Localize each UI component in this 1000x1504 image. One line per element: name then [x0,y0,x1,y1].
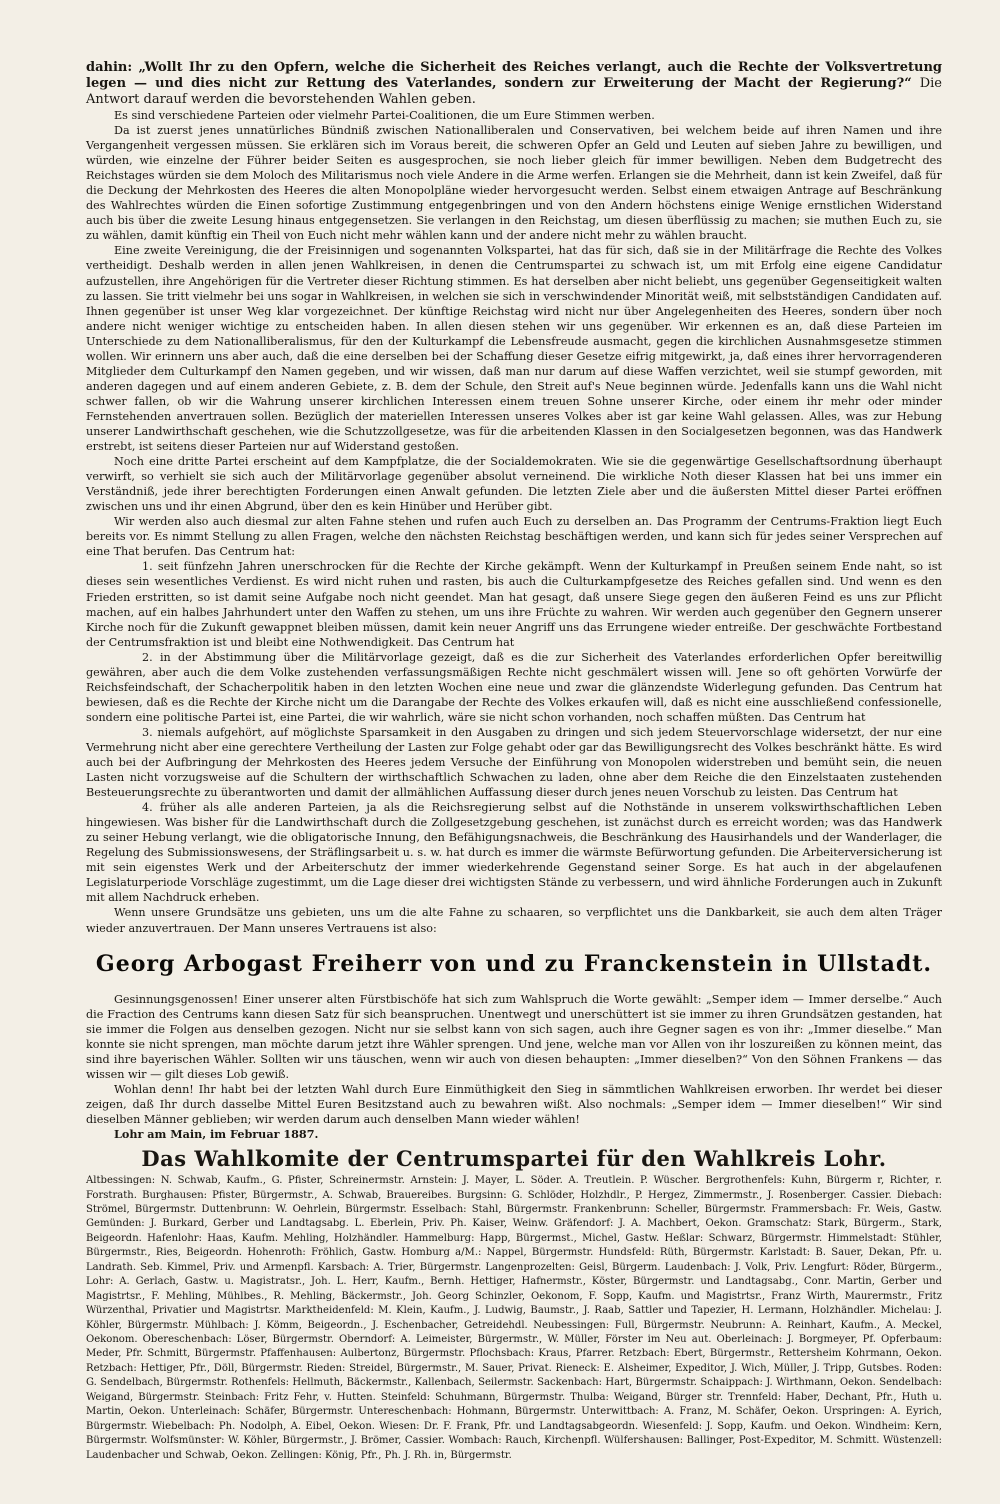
candidate-name: Georg Arbogast Freiherr von und zu Franckenstein in Ullstadt. [95,950,933,977]
closing-call: Wenn unsere Grundsätze uns gebieten, uns um die alte Fahne zu schaaren, so verpflichtet uns die Dankbarkeit, sie auch dem alten Träger wieder anzuvertrauen. Der Mann unseres Vertrauens ist also: [86,906,942,935]
paragraph-third-party: Noch eine dritte Partei erscheint auf dem Kampfplatze, die der Socialdemokraten. Wie sie die gegenwärtige Gesellschaftsordnung überhaupt verwirft, so verhielt sie sich auch der Militärvorlage gegenüber absolut verneinend. Die wirkliche Noth dieser Klassen hat bei uns immer ein Verständniß, jede ihrer berechtigten Forderungen einen Anwalt gefunden. Die letzten Ziele aber und die äußersten Mittel dieser Partei eröffnen zwischen uns und ihr einen Abgrund, über den es kein Hinüber und Herüber gibt. [86,455,942,514]
point-3: 3. niemals aufgehört, auf möglichste Sparsamkeit in den Ausgaben zu dringen und sich jedem Steuervorschlage widersetzt, der nur eine Vermehrung nicht aber eine gerechtere Vertheilung der Lasten zur Folge gehabt oder gar das Bewilligungsrecht des Volkes beschränkt hätte. Es wird auch bei der Aufbringung der Mehrkosten des Heeres jedem Versuche der Einführung von Monopolen widerstreben und bemüht sein, die neuen Lasten nicht vorzugsweise auf die Schultern der wirthschaftlich Schwachen zu laden, ohne aber dem Reiche die den Einzelstaaten zustehenden Besteuerungsrechte zu überantworten und damit der allmählichen Auffassung dieser durch jenes neuen Vorschub zu leisten. Das Centrum hat [86,725,942,800]
lead-tail: Die Antwort darauf werden die bevorstehenden Wahlen geben. [86,76,942,107]
committee-members-list: Altbessingen: N. Schwab, Kaufm., G. Pfister, Schreinermstr. Arnstein: J. Mayer, L. Söder. A. Treutlein. P. Wüscher. Bergrothenfels: Kuhn, Bürgerm r, Richter, r. Forstrath. Burghausen: Pfister, Bürgermstr., A. Schwab, Brauereibes. Burgsinn: G. Schlöder, Holzhdlr., P. Hergez, Zimmermstr., J. Rosenberger. Cassier. Diebach: Strömel, Bürgermstr. Duttenbrunn: W. Oehrlein, Bürgermstr. Esselbach: Stahl, Bürgermstr. Frankenbrunn: Scheller, Bürgermstr. Frammersbach: Fr. Weis, Gastw. Gemünden: J. Burkard, Gerber und Landtagsabg. L. Eberlein, Priv. Ph. Kaiser, Weinw. Gräfendorf: J. A. Machbert, Oekon. Gramschatz: Stark, Bürgerm., Stark, Beigeordn. Hafenlohr: Haas, Kaufm. Mehling, Holzhändler. Hammelburg: Happ, Bürgermst., Michel, Gastw. Heßlar: Schwarz, Bürgermstr. Himmelstadt: Stühler, Bürgermstr., Ries, Beigeordn. Hohenroth: Fröhlich, Gastw. Homburg a/M.: Nappel, Bürgermstr. Hundsfeld: Rüth, Bürgermstr. Karlstadt: B. Sauer, Dekan, Pfr. u. Landrath. Seb. Kimmel, Priv. und Armenpfl. Karsbach: A. Trier, Bürgermstr. Langenprozelten: Geisl, Bürgerm. Laudenbach: J. Volk, Priv. Lengfurt: Röder, Bürgerm., Lohr: A. Gerlach, Gastw. u. Magistratsr., Joh. L. Herr, Kaufm., Bernh. Hettiger, Hafnermstr., Köster, Bürgermstr. und Landtagsabg., Conr. Martin, Gerber und Magistrtsr., F. Mehling, Mühlbes., R. Mehling, Bäckermstr., Joh. Georg Schinzler, Oekonom, F. Sopp, Kaufm. und Magistrtsr., Franz Wirth, Maurermstr., Fritz Würzenthal, Privatier und Magistrtsr. Marktheidenfeld: M. Klein, Kaufm., J. Ludwig, Baumstr., J. Raab, Sattler und Tapezier, H. Lermann, Holzhändler. Michelau: J. Köhler, Bürgermstr. Mühlbach: J. Kömm, Beigeordn., J. Eschenbacher, Getreidehdl. Neubessingen: Full, Bürgermstr. Neubrunn: A. Reinhart, Kaufm., A. Meckel, Oekonom. Obereschenbach: Löser, Bürgermstr. Oberndorf: A. Leimeister, Bürgermstr., W. Müller, Förster im Neu aut. Oberleinach: J. Borgmeyer, Pf. Opferbaum: Meder, Pfr. Schmitt, Bürgermstr. Pfaffenhausen: Aulbertonz, Bürgermstr. Pflochsbach: Kraus, Pfarrer. Retzbach: Ebert, Bürgermstr., Rettersheim Kohrmann, Oekon. Retzbach: Hettiger, Pfr., Döll, Bürgermstr. Rieden: Streidel, Bürgermstr., M. Sauer, Privat. Rieneck: E. Alsheimer, Expeditor, J. Wich, Müller, J. Tripp, Gutsbes. Roden: G. Sendelbach, Bürgermstr. Rothenfels: Hellmuth, Bäckermstr., Kallenbach, Seilermstr. Sackenbach: Hart, Bürgermstr. Schaippach: J. Wirthmann, Oekon. Sendelbach: Weigand, Bürgermstr. Steinbach: Fritz Fehr, v. Hutten. Steinfeld: Schuhmann, Bürgermstr. Thulba: Weigand, Bürger str. Trennfeld: Haber, Dechant, Pfr., Huth u. Martin, Oekon. Unterleinach: Schäfer, Bürgermstr. Untereschenbach: Hohmann, Bürgermstr. Unterwittbach: A. Franz, M. Schäfer, Oekon. Urspringen: A. Eyrich, Bürgermstr. Wiebelbach: Ph. Nodolph, A. Eibel, Oekon. Wiesen: Dr. F. Frank, Pfr. und Landtagsabgeordn. Wiesenfeld: J. Sopp, Kaufm. und Oekon. Windheim: Kern, Bürgermstr. Wolfsmünster: W. Köhler, Bürgermstr., J. Brömer, Cassier. Wombach: Rauch, Kirchenpfl. Wülfershausen: Ballinger, Post-Expeditor, M. Schmitt. Wüstenzell: Laudenbacher und Schwab, Oekon. Zellingen: König, Pfr., Ph. J. Rh. in, Bürgermstr. [86,1175,942,1461]
point-1: 1. seit fünfzehn Jahren unerschrocken für die Rechte der Kirche gekämpft. Wenn der Kulturkampf in Preußen seinem Ende naht, so ist dieses sein wesentliches Verdienst. Es wird nicht ruhen und rasten, bis auch die Culturkampfgesetze des Reiches gefallen sind. Und wenn es den Frieden erstritten, so ist damit seine Aufgabe noch nicht geendet. Man hat gesagt, daß unsere Siege gegen den äußeren Feind es uns zur Pflicht machen, auf ein halbes Jahrhundert unter den Waffen zu stehen, um uns ihre Früchte zu wahren. Wir werden auch gegenüber den Gegnern unserer Kirche noch für die Zukunft gewappnet bleiben müssen, damit kein neuer Angriff uns das Errungene wieder entreiße. Der geschwächte Fortbestand der Centrumsfraktion ist und bleibt eine Nothwendigkeit. Das Centrum hat [86,560,942,649]
lead-prefix: dahin: [86,60,133,75]
paragraph-old-flag: Wir werden also auch diesmal zur alten Fahne stehen und rufen auch Euch zu derselben an. Das Programm der Centrums-Fraktion liegt Euch bereits vor. Es nimmt Stellung zu allen Fragen, welche den nächsten Reichstag beschäftigen werden, und kann sich für jedes seiner Versprechen auf eine That berufen. Das Centrum hat: [86,515,942,559]
paragraph-parties: Es sind verschiedene Parteien oder vielmehr Partei-Coalitionen, die um Eure Stimmen werben. [114,109,655,122]
signoff-place-date: Lohr am Main, im Februar 1887. [114,1127,319,1141]
lead-quote: „Wollt Ihr zu den Opfern, welche die Sicherheit des Reiches verlangt, auch die Rechte der Volksvertretung legen — und dies nicht zur Rettung des Vaterlandes, sondern zur Erweiterung der Macht der Regierung?“ [86,60,942,91]
point-2: 2. in der Abstimmung über die Militärvorlage gezeigt, daß es die zur Sicherheit des Vaterlandes erforderlichen Opfer bereitwillig gewähren, aber auch die dem Volke zustehenden verfassungsmäßigen Rechte nicht geschmälert wissen will. Jene so oft gehörten Vorwürfe der Reichsfeindschaft, der Schacherpolitik haben in den letzten Wochen eine neue und zwar die glänzendste Widerlegung gefunden. Das Centrum hat bewiesen, daß es die Rechte der Kirche nicht um die Darangabe der Rechte des Volkes erkaufen will, daß es nicht eine ausschließend confessionelle, sondern eine politische Partei ist, eine Partei, die wir wahrlich, wäre sie nicht schon vorhanden, noch schaffen müßten. Das Centrum hat [86,650,942,724]
committee-title: Das Wahlkomite der Centrumspartei für den Wahlkreis Lohr. [141,1146,887,1172]
paragraph-first-coalition: Da ist zuerst jenes unnatürliches Bündniß zwischen Nationalliberalen und Conservativen, bei welchem beide auf ihren Namen und ihre Vergangenheit vergessen müssen. Sie erklären sich im Voraus bereit, die schweren Opfer an Geld und Leuten auf sieben Jahre zu bewilligen, und würden, wie einzelne der Führer beider Seiten es ausgesprochen, sie noch lieber gleich für immer bewilligen. Neben dem Budgetrecht des Reichstages würden sie dem Moloch des Militarismus noch viele Andere in die Arme werfen. Erlangen sie die Mehrheit, dann ist kein Zweifel, daß für die Deckung der Mehrkosten des Heeres die alten Monopolpläne wieder hervorgesucht werden. Selbst einem etwaigen Antrage auf Beschränkung des Wahlrechtes würden die Einen sofortige Zustimmung entgegenbringen und von den Andern höchstens einige Wenige ernstlichen Widerstand auch bis über die zweite Lesung hinaus entgegensetzen. Sie verlangen in den Reichstag, um diesen überflüssig zu machen; sie muthen Euch zu, sie zu wählen, damit künftig ein Theil von Euch nicht mehr wählen kann und der andere nicht mehr zu wählen braucht. [86,124,942,243]
point-4: 4. früher als alle anderen Parteien, ja als die Reichsregierung selbst auf die Nothstände in unserem volkswirthschaftlichen Leben hingewiesen. Was bisher für die Landwirthschaft durch die Zollgesetzgebung geschehen, ist zunächst durch es erreicht worden; was das Handwerk zu seiner Hebung verlangt, wie die obligatorische Innung, den Befähigungsnachweis, die Beschränkung des Hausirhandels und der Wanderlager, die Regelung des Submissionswesens, der Sträflingsarbeit u. s. w. hat durch es immer die wärmste Befürwortung gefunden. Die Arbeiterversicherung ist mit sein eigenstes Werk und der Arbeiterschutz der immer wiederkehrende Gegenstand seiner Sorge. Es hat auch in der abgelaufenen Legislaturperiode Vorschläge zugestimmt, um die Lage dieser drei wichtigsten Stände zu verbessern, und wird ähnliche Forderungen auch in Zukunft mit allem Nachdruck erheben. [86,801,942,905]
paragraph-wohlan: Wohlan denn! Ihr habt bei der letzten Wahl durch Eure Einmüthigkeit den Sieg in sämmtlichen Wahlkreisen erworben. Ihr werdet bei dieser zeigen, daß Ihr durch dasselbe Mittel Euren Besitzstand auch zu bewahren wißt. Also nochmals: „Semper idem — Immer dieselben!“ Wir sind dieselben Männer geblieben; wir werden darum auch denselben Mann wieder wählen! [86,1082,942,1126]
paragraph-second-union: Eine zweite Vereinigung, die der Freisinnigen und sogenannten Volkspartei, hat das für sich, daß sie in der Militärfrage die Rechte des Volkes vertheidigt. Deshalb werden in allen jenen Wahlkreisen, in denen die Centrumspartei zu schwach ist, um mit Erfolg eine eigene Candidatur aufzustellen, ihre Angehörigen für die Vertreter dieser Richtung stimmen. Es hat derselben aber nicht beliebt, uns gegenüber Gegenseitigkeit walten zu lassen. Sie tritt vielmehr bei uns sogar in Wahlkreisen, in welchen sie sich in verschwindender Minorität weiß, mit selbstständigen Candidaten auf. Ihnen gegenüber ist unser Weg klar vorgezeichnet. Der künftige Reichstag wird nicht nur über Angelegenheiten des Heeres, sondern über noch andere nicht weniger wichtige zu entscheiden haben. In allen diesen stehen wir uns gegenüber. Wir erkennen es an, daß diese Parteien im Unterschiede zu dem Nationalliberalismus, für den der Kulturkampf die Lebensfreude ausmacht, gegen die kirchlichen Ausnahmsgesetze stimmen wollen. Wir erinnern uns aber auch, daß die eine derselben bei der Schaffung dieser Gesetze eifrig mitgewirkt, ja, daß eines ihrer hervorragenderen Mitglieder dem Culturkampf den Namen gegeben, und wir wissen, daß man nur darum auf diese Waffen verzichtet, weil sie stumpf geworden, mit anderen dagegen und auf einem anderen Gebiete, z. B. dem der Schule, den Streit auf's Neue beginnen würde. Jedenfalls kann uns die Wahl nicht schwer fallen, ob wir die Wahrung unserer kirchlichen Interessen einem treuen Sohne unserer Kirche, oder einem ihr mehr oder minder Fernstehenden anvertrauen sollen. Bezüglich der materiellen Interessen unseres Volkes aber ist gar keine Wahl gelassen. Alles, was zur Hebung unserer Landwirthschaft geschehen, wie die Schutzzollgesetze, was für die arbeitenden Klassen in den Socialgesetzen begonnen, was das Handwerk erstrebt, ist seitens dieser Parteien nur auf Widerstand gestoßen. [86,244,942,454]
paragraph-semper-idem: Gesinnungsgenossen! Einer unserer alten Fürstbischöfe hat sich zum Wahlspruch die Worte gewählt: „Semper idem — Immer derselbe.“ Auch die Fraction des Centrums kann diesen Satz für sich beanspruchen. Unentwegt und unerschüttert ist sie immer zu ihren Grundsätzen gestanden, hat sie immer die Folgen aus denselben gezogen. Nicht nur sie selbst kann von sich sagen, auch ihre Gegner sagen es von ihr: „Immer dieselbe.“ Man konnte sie nicht sprengen, man möchte darum jetzt ihre Wähler sprengen. Und jene, welche man vor Allen von ihr loszureißen zu können meint, das sind ihre bayerischen Wähler. Sollten wir uns täuschen, wenn wir auch von diesen behaupten: „Immer dieselben?“ Von den Söhnen Frankens — das wissen wir — gilt dieses Lob gewiß. [86,992,942,1081]
lead-paragraph [86,60,942,108]
